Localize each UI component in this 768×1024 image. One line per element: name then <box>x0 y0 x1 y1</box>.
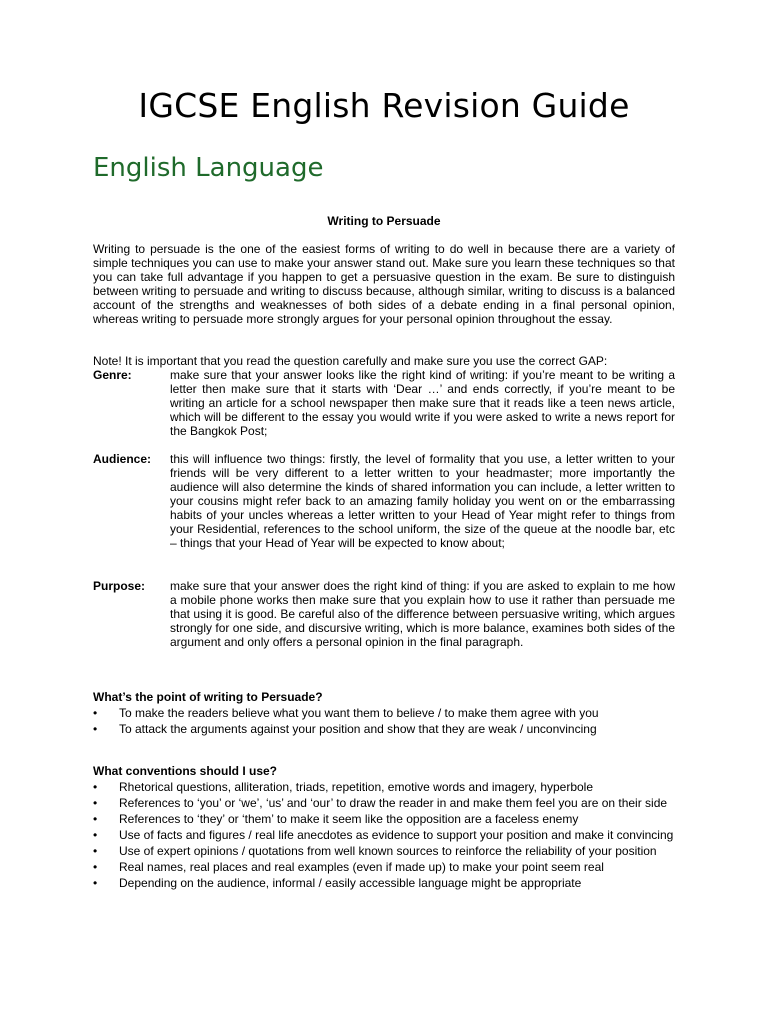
document-title: IGCSE English Revision Guide <box>138 86 630 125</box>
list-item-text: References to ‘you’ or ‘we’, ‘us’ and ‘our’ to draw the reader in and make them feel you are on their side <box>119 796 668 810</box>
definition-purpose <box>93 579 675 649</box>
point-heading: What’s the point of writing to Persuade? <box>93 690 323 704</box>
definition-term: Purpose: <box>93 579 146 593</box>
definition-term: Audience: <box>93 452 152 466</box>
section-title: English Language <box>93 153 324 183</box>
intro-paragraph: Writing to persuade is the one of the easiest forms of writing to do well in because there are a variety of simple techniques you can use to make your answer stand out. Make sure you learn these techniques so that you can take full advantage if you happen to get a persuasive question in the exam. Be sure to distinguish between writing to persuade and writing to discuss because, although similar, writing to discuss is a balanced account of the strengths and weaknesses of both sides of a debate ending in a final personal opinion, whereas writing to persuade more strongly argues for your personal opinion throughout the essay. <box>93 242 675 326</box>
definition-text: make sure that your answer does the right kind of thing: if you are asked to explain to me how a mobile phone works then make sure that you explain how to use it rather than persuade me that using it is good. Be careful also of the difference between persuasive writing, which argues strongly for one side, and discursive writing, which is more balance, examines both sides of the argument and only offers a personal opinion in the final paragraph. <box>170 579 675 649</box>
bullet-icon: • <box>93 796 98 810</box>
list-item <box>93 812 675 826</box>
bullet-icon: • <box>93 844 98 858</box>
bullet-icon: • <box>93 780 98 794</box>
conventions-heading: What conventions should I use? <box>93 764 278 778</box>
list-item-text: Use of facts and figures / real life anecdotes as evidence to support your position and make it convincing <box>119 828 674 842</box>
list-item <box>93 722 675 736</box>
conventions-list <box>93 780 675 892</box>
bullet-icon: • <box>93 812 98 826</box>
list-item <box>93 876 675 890</box>
list-item <box>93 780 675 794</box>
point-list <box>93 706 675 738</box>
list-item <box>93 844 675 858</box>
list-item-text: Use of expert opinions / quotations from well known sources to reinforce the reliability of your position <box>119 844 657 858</box>
list-item-text: To make the readers believe what you want them to believe / to make them agree with you <box>119 706 599 720</box>
list-item-text: Real names, real places and real examples (even if made up) to make your point seem real <box>119 860 604 874</box>
subheading-writing-to-persuade: Writing to Persuade <box>327 214 441 228</box>
list-item <box>93 860 675 874</box>
list-item-text: Depending on the audience, informal / easily accessible language might be appropriate <box>119 876 582 890</box>
definition-text: make sure that your answer looks like the right kind of writing: if you’re meant to be writing a letter then make sure that it starts with ‘Dear …’ and ends correctly, if you’re meant to be writing an article for a school newspaper then make sure that it reads like a teen news article, which will be different to the essay you would write if you were asked to write a news report for the Bangkok Post; <box>170 368 675 438</box>
list-item <box>93 706 675 720</box>
definition-genre <box>93 368 675 438</box>
bullet-icon: • <box>93 860 98 874</box>
list-item <box>93 828 675 842</box>
list-item-text: Rhetorical questions, alliteration, triads, repetition, emotive words and imagery, hyperbole <box>119 780 594 794</box>
list-item-text: To attack the arguments against your position and show that they are weak / unconvincing <box>119 722 597 736</box>
bullet-icon: • <box>93 876 98 890</box>
list-item-text: References to ‘they’ or ‘them’ to make it seem like the opposition are a faceless enemy <box>119 812 579 826</box>
list-item <box>93 796 675 810</box>
bullet-icon: • <box>93 706 98 720</box>
definition-audience <box>93 452 675 550</box>
bullet-icon: • <box>93 828 98 842</box>
definition-term: Genre: <box>93 368 132 382</box>
bullet-icon: • <box>93 722 98 736</box>
definition-text: this will influence two things: firstly, the level of formality that you use, a letter written to your friends will be very different to a letter written to your headmaster; more importantly the audience will also determine the kinds of shared information you can include, a letter written to your cousins might refer back to an amazing family holiday you went on or the embarrassing habits of your uncles whereas a letter written to your Head of Year might refer to things from your Residential, references to the school uniform, the size of the queue at the noodle bar, etc – things that your Head of Year will be expected to know about; <box>170 452 675 550</box>
note-paragraph: Note! It is important that you read the question carefully and make sure you use the correct GAP: <box>93 354 608 368</box>
